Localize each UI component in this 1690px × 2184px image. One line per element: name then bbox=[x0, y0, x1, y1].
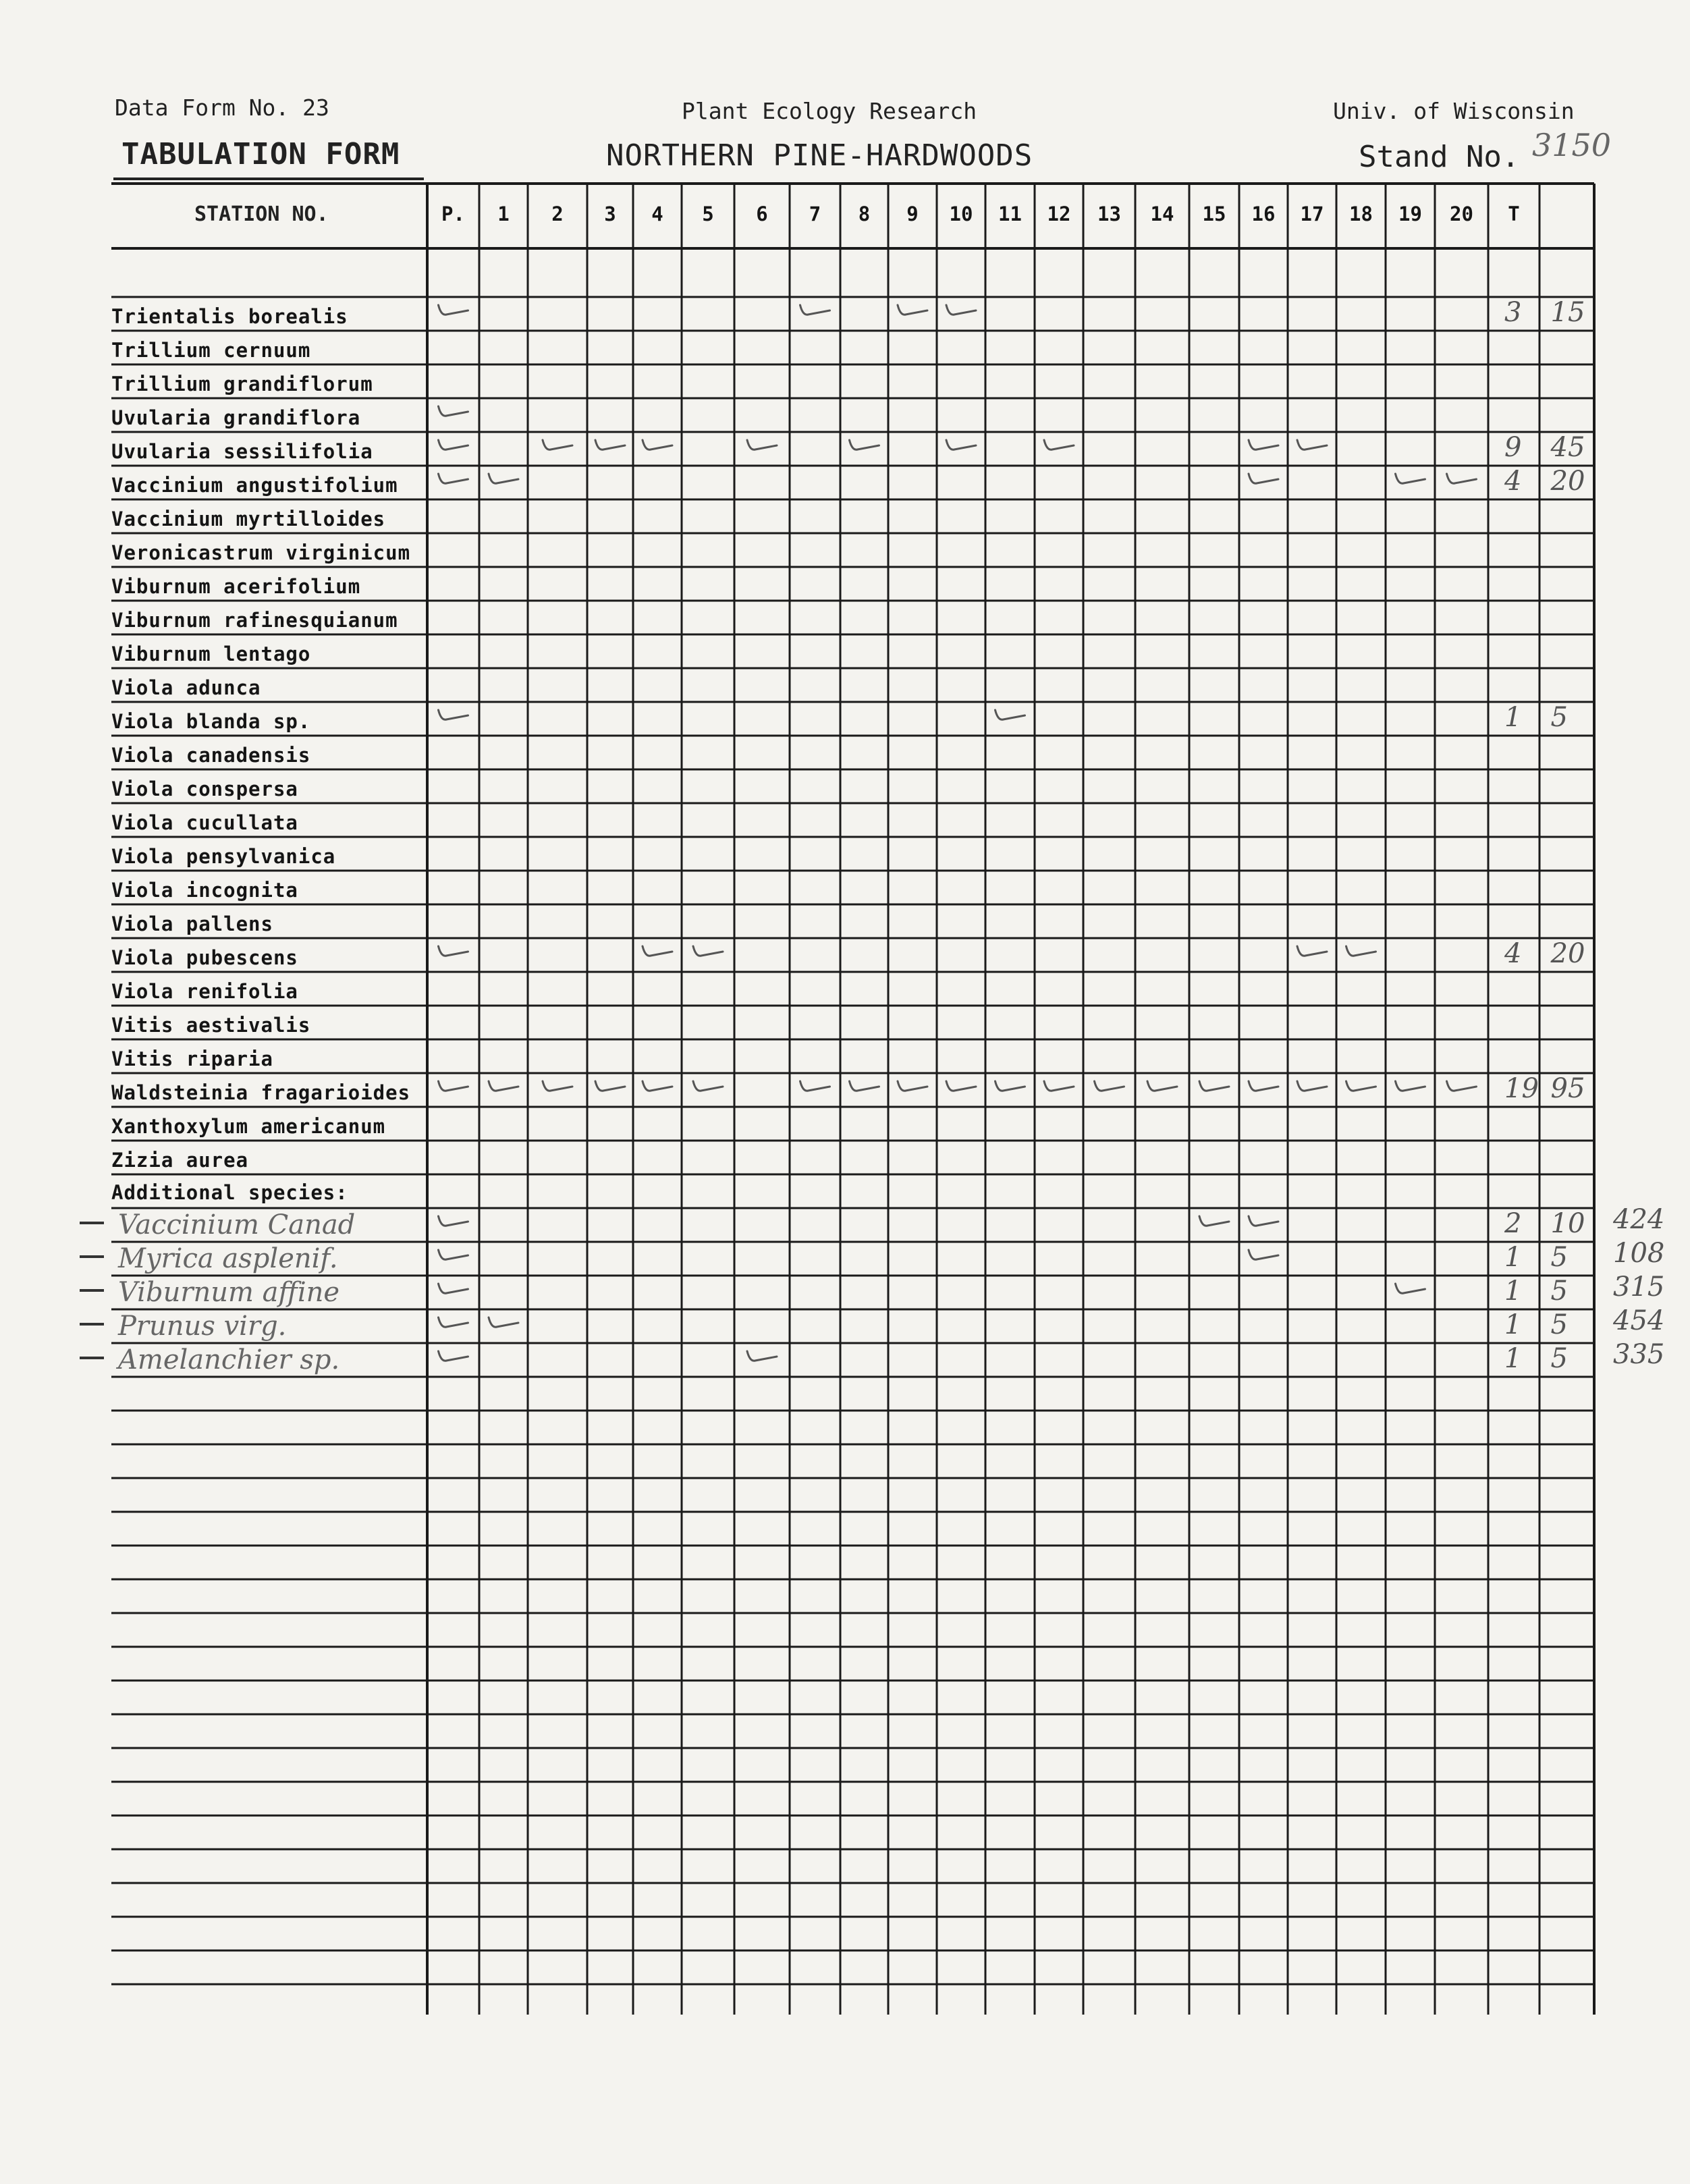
station-check bbox=[850, 440, 879, 449]
frequency-value: 10 bbox=[1550, 1208, 1585, 1239]
station-check bbox=[1095, 1081, 1124, 1091]
species-name: Viola cucullata bbox=[111, 811, 298, 834]
stand-label: Stand No. bbox=[1359, 140, 1520, 174]
station-check bbox=[747, 440, 777, 449]
station-check bbox=[1396, 1284, 1425, 1293]
station-check bbox=[1249, 1081, 1278, 1091]
form-number: Data Form No. 23 bbox=[115, 94, 329, 121]
species-name: Uvularia grandiflora bbox=[111, 406, 361, 429]
station-check bbox=[1447, 474, 1477, 483]
presence-check bbox=[439, 1216, 468, 1226]
column-station: 19 bbox=[1398, 202, 1422, 225]
species-name: Waldsteinia fragarioides bbox=[111, 1081, 411, 1104]
species-name: Viburnum acerifolium bbox=[111, 575, 361, 598]
presence-check bbox=[439, 946, 468, 956]
station-check bbox=[1297, 1081, 1327, 1091]
total-count: 1 bbox=[1504, 1343, 1522, 1374]
species-code: 335 bbox=[1613, 1339, 1665, 1370]
frequency-value: 95 bbox=[1550, 1073, 1585, 1104]
column-station: 11 bbox=[998, 202, 1022, 225]
species-name: Viola renifolia bbox=[111, 980, 298, 1003]
column-station: 5 bbox=[702, 202, 714, 225]
species-name: Veronicastrum virginicum bbox=[111, 541, 411, 564]
column-station: 7 bbox=[809, 202, 821, 225]
total-count: 4 bbox=[1504, 466, 1522, 497]
species-name: Viola pensylvanica bbox=[111, 845, 336, 868]
species-name: Trillium cernuum bbox=[111, 339, 311, 362]
station-check bbox=[946, 305, 976, 315]
dash-mark bbox=[80, 1255, 104, 1258]
presence-check bbox=[439, 406, 468, 416]
dash-mark bbox=[80, 1323, 104, 1326]
station-check bbox=[1199, 1081, 1229, 1091]
column-total: T bbox=[1508, 202, 1520, 225]
station-check bbox=[1297, 440, 1327, 449]
presence-check bbox=[439, 474, 468, 483]
column-station: 2 bbox=[551, 202, 564, 225]
station-check bbox=[1297, 946, 1327, 956]
station-check bbox=[1396, 474, 1425, 483]
station-check bbox=[643, 440, 672, 449]
form-title: TABULATION FORM bbox=[121, 137, 400, 171]
column-station: 4 bbox=[651, 202, 663, 225]
university: Univ. of Wisconsin bbox=[1333, 98, 1575, 124]
additional-species-label: Additional species: bbox=[111, 1181, 348, 1204]
species-name: Viola pubescens bbox=[111, 946, 298, 969]
total-count: 3 bbox=[1504, 297, 1522, 328]
presence-check bbox=[439, 305, 468, 315]
total-count: 19 bbox=[1504, 1073, 1539, 1104]
species-name: Vitis aestivalis bbox=[111, 1014, 311, 1037]
station-check bbox=[643, 946, 672, 956]
station-check bbox=[1044, 440, 1074, 449]
species-code: 424 bbox=[1613, 1204, 1665, 1235]
species-name: Viola canadensis bbox=[111, 744, 311, 767]
station-check bbox=[1346, 1081, 1376, 1091]
species-name: Viola conspersa bbox=[111, 777, 298, 800]
presence-check bbox=[439, 1284, 468, 1293]
station-check bbox=[543, 1081, 572, 1091]
species-name: Viburnum rafinesquianum bbox=[111, 609, 398, 632]
column-station: 20 bbox=[1450, 202, 1473, 225]
total-count: 1 bbox=[1504, 1309, 1522, 1340]
column-station: 9 bbox=[906, 202, 919, 225]
column-station: 8 bbox=[858, 202, 871, 225]
additional-species-name: Myrica asplenif. bbox=[118, 1243, 338, 1274]
column-station: 10 bbox=[949, 202, 973, 225]
column-station: 13 bbox=[1097, 202, 1121, 225]
additional-species-name: Amelanchier sp. bbox=[118, 1344, 340, 1375]
station-check bbox=[1249, 1250, 1278, 1259]
research-title: Plant Ecology Research bbox=[682, 98, 977, 124]
station-check bbox=[489, 474, 518, 483]
column-station: 17 bbox=[1300, 202, 1324, 225]
column-presence: P. bbox=[441, 202, 465, 225]
frequency-value: 20 bbox=[1550, 466, 1585, 497]
presence-check bbox=[439, 1081, 468, 1091]
column-station: 14 bbox=[1150, 202, 1174, 225]
presence-check bbox=[439, 1317, 468, 1327]
station-check bbox=[946, 440, 976, 449]
frequency-value: 5 bbox=[1550, 1276, 1568, 1307]
total-count: 1 bbox=[1504, 702, 1522, 733]
station-label: STATION NO. bbox=[194, 202, 329, 226]
column-station: 6 bbox=[756, 202, 768, 225]
total-count: 1 bbox=[1504, 1276, 1522, 1307]
column-station: 15 bbox=[1202, 202, 1226, 225]
additional-species-name: Viburnum affine bbox=[118, 1277, 340, 1308]
station-check bbox=[996, 710, 1025, 719]
station-check bbox=[1249, 440, 1278, 449]
presence-check bbox=[439, 440, 468, 449]
station-check bbox=[693, 946, 723, 956]
station-check bbox=[1346, 946, 1376, 956]
station-check bbox=[595, 440, 625, 449]
presence-check bbox=[439, 1250, 468, 1259]
additional-species-name: Prunus virg. bbox=[118, 1311, 287, 1342]
dash-mark bbox=[80, 1289, 104, 1292]
presence-check bbox=[439, 1351, 468, 1361]
dash-mark bbox=[80, 1357, 104, 1359]
species-name: Trillium grandiflorum bbox=[111, 373, 373, 395]
presence-check bbox=[439, 710, 468, 719]
species-name: Viola pallens bbox=[111, 912, 273, 935]
frequency-value: 20 bbox=[1550, 938, 1585, 969]
station-check bbox=[800, 1081, 830, 1091]
column-station: 18 bbox=[1349, 202, 1373, 225]
station-check bbox=[996, 1081, 1025, 1091]
species-name: Vitis riparia bbox=[111, 1047, 273, 1070]
species-name: Trientalis borealis bbox=[111, 305, 348, 328]
station-check bbox=[898, 305, 927, 315]
station-check bbox=[1396, 1081, 1425, 1091]
column-station: 16 bbox=[1251, 202, 1276, 225]
species-name: Viola adunca bbox=[111, 676, 261, 699]
frequency-value: 45 bbox=[1550, 432, 1585, 463]
station-check bbox=[1147, 1081, 1177, 1091]
frequency-value: 5 bbox=[1550, 1343, 1568, 1374]
station-check bbox=[747, 1351, 777, 1361]
frequency-value: 5 bbox=[1550, 1242, 1568, 1273]
total-count: 2 bbox=[1504, 1208, 1522, 1239]
species-code: 454 bbox=[1613, 1305, 1665, 1336]
additional-species-name: Vaccinium Canad bbox=[118, 1209, 356, 1240]
station-check bbox=[1447, 1081, 1477, 1091]
species-name: Vaccinium myrtilloides bbox=[111, 508, 386, 530]
column-station: 12 bbox=[1047, 202, 1071, 225]
frequency-value: 5 bbox=[1550, 702, 1568, 733]
species-name: Xanthoxylum americanum bbox=[111, 1115, 386, 1138]
station-check bbox=[1044, 1081, 1074, 1091]
station-check bbox=[643, 1081, 672, 1091]
dash-mark bbox=[80, 1222, 104, 1224]
column-station: 3 bbox=[604, 202, 616, 225]
species-name: Vaccinium angustifolium bbox=[111, 474, 398, 497]
species-name: Viola incognita bbox=[111, 879, 298, 902]
total-count: 1 bbox=[1504, 1242, 1522, 1273]
species-code: 108 bbox=[1613, 1238, 1665, 1269]
species-name: Viburnum lentago bbox=[111, 643, 311, 665]
frequency-value: 15 bbox=[1550, 297, 1585, 328]
frequency-value: 5 bbox=[1550, 1309, 1568, 1340]
stand-number: 3150 bbox=[1532, 127, 1612, 163]
total-count: 9 bbox=[1504, 432, 1522, 463]
station-check bbox=[489, 1317, 518, 1327]
station-check bbox=[489, 1081, 518, 1091]
community-title: NORTHERN PINE-HARDWOODS bbox=[606, 138, 1033, 173]
station-check bbox=[595, 1081, 625, 1091]
species-name: Viola blanda sp. bbox=[111, 710, 311, 733]
species-code: 315 bbox=[1613, 1272, 1665, 1303]
column-station: 1 bbox=[497, 202, 510, 225]
station-check bbox=[850, 1081, 879, 1091]
total-count: 4 bbox=[1504, 938, 1522, 969]
station-check bbox=[800, 305, 830, 315]
species-name: Zizia aurea bbox=[111, 1149, 249, 1172]
station-check bbox=[693, 1081, 723, 1091]
station-check bbox=[1199, 1216, 1229, 1226]
station-check bbox=[543, 440, 572, 449]
station-check bbox=[1249, 1216, 1278, 1226]
station-check bbox=[898, 1081, 927, 1091]
station-check bbox=[1249, 474, 1278, 483]
station-check bbox=[946, 1081, 976, 1091]
species-name: Uvularia sessilifolia bbox=[111, 440, 373, 463]
